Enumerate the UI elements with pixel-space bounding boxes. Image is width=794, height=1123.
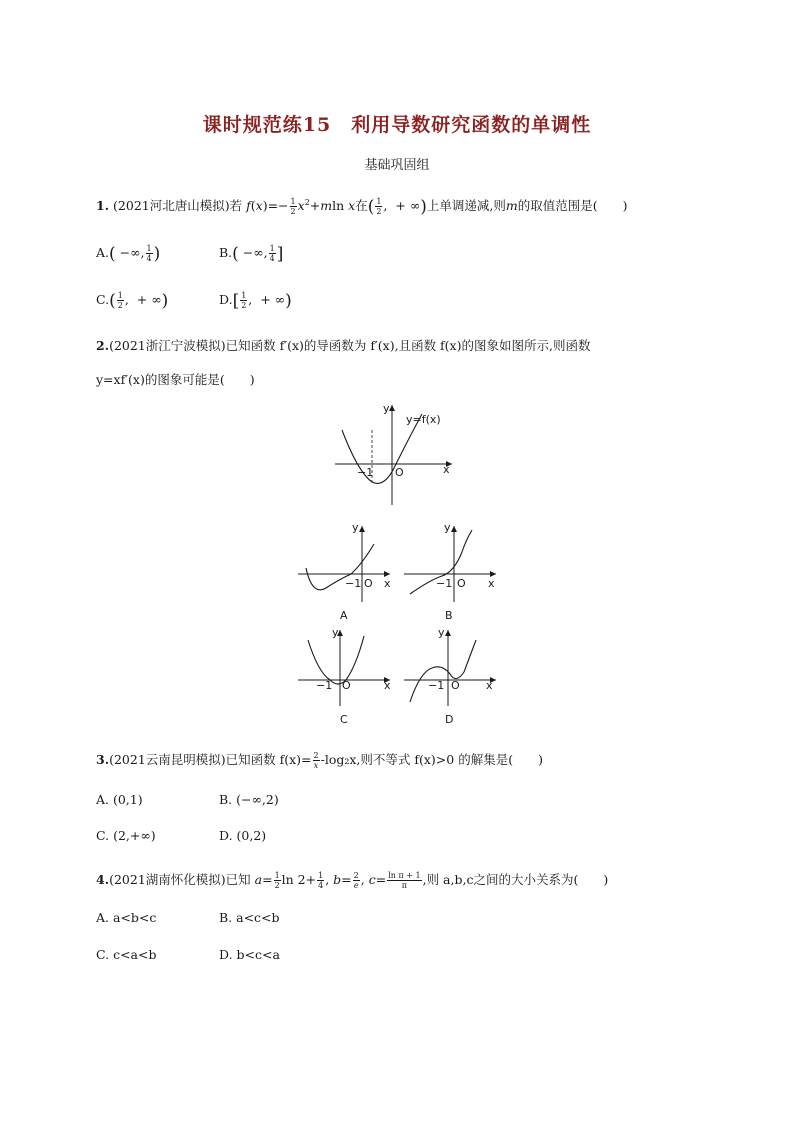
axis-label-y: y [383,402,390,415]
option-d[interactable]: D. (0,2) [219,828,267,843]
option-a[interactable]: A. a<b<c [96,910,157,925]
tick-label-neg1: −1 [357,466,374,479]
axis-label-x: x [443,463,450,476]
question-text: 上单调递减,则 [426,198,506,213]
option-b[interactable]: B. a<c<b [219,910,280,925]
axis-label-x: x [486,679,493,692]
question-2-line2: y=xf′(x)的图象可能是( ) [96,372,255,387]
graph-c[interactable] [296,626,394,708]
origin-label: O [395,466,404,479]
question-number: 2. [96,338,110,353]
option-d[interactable]: D.[ $\frac{1}{2}$ , + ∞) [219,291,292,311]
origin-label: O [342,679,351,692]
origin-label: O [457,577,466,590]
graph-d[interactable] [402,626,500,708]
axis-label-y: y [332,626,339,639]
question-4: 4.(2021湖南怀化模拟)已知 a= $\frac{1}{2}$ ln 2+ $\frac{1}{4}$ , b= $\frac{2}{e}$ , c= $\frac{\text{ln π + 1}}{\pi}$ ,则 a,b,c之间的大小关系为( ) [96,871,609,890]
question-number: 1. [96,198,110,213]
option-c[interactable]: C. c<a<b [96,947,157,962]
tick-label-neg1: −1 [436,577,453,590]
question-text: (2021浙江宁波模拟)已知函数 f′(x)的导函数为 f′(x),且函数 f(x)的图象如图所示,则函数 [109,338,591,353]
graph-a[interactable] [296,522,394,604]
curve-label: y=f(x) [406,413,441,426]
axis-label-y: y [444,521,451,534]
question-source: (2021河北唐山模拟)若 [113,198,243,213]
question-text: (2021云南昆明模拟)已知函数 f(x)= [109,752,312,767]
choice-label-d[interactable]: D [445,713,454,726]
tick-label-neg1: −1 [345,577,362,590]
tick-label-neg1: −1 [316,679,333,692]
origin-label: O [364,577,373,590]
page-title: 课时规范练15 利用导数研究函数的单调性 [202,114,592,136]
choice-label-a[interactable]: A [340,609,348,622]
axis-label-x: x [488,577,495,590]
option-label: C. [96,292,110,307]
axis-label-y: y [352,521,359,534]
graph-b[interactable] [402,522,500,604]
option-label: B. [219,245,233,260]
question-text-2: ,则 a,b,c之间的大小关系为( ) [422,872,609,887]
option-d[interactable]: D. b<c<a [219,947,280,962]
axis-label-x: x [384,577,391,590]
origin-label: O [451,679,460,692]
question-number: 3. [96,752,110,767]
question-2 [96,336,590,354]
option-c[interactable]: C.( $\frac{1}{2}$ , + ∞) [96,291,169,311]
option-b[interactable]: B.( −∞, $\frac{1}{4}$ ] [219,244,284,264]
question-text: (2021湖南怀化模拟)已知 [109,872,251,887]
option-c[interactable]: C. (2,+∞) [96,828,156,843]
question-1: 1. (2021河北唐山模拟)若 f(x)=− $\frac{1}{2}$ $x^2+mln$ x在( $\frac{1}{2}$ , + ∞)上单调递减,则m的取值范围是( ) [96,197,628,217]
question-text-2: -log₂x,则不等式 f(x)>0 的解集是( ) [320,752,543,767]
axis-label-x: x [384,679,391,692]
question-3: 3.(2021云南昆明模拟)已知函数 f(x)= $\frac{2}{x}$ -log₂x,则不等式 f(x)>0 的解集是( ) [96,751,543,770]
choice-label-b[interactable]: B [445,609,453,622]
option-a[interactable]: A.( −∞, $\frac{1}{4}$ ) [96,244,161,264]
axis-label-y: y [438,626,445,639]
question-number: 4. [96,872,110,887]
tick-label-neg1: −1 [428,679,445,692]
question-text-2: 的取值范围是( ) [517,198,628,213]
section-subtitle: 基础巩固组 [364,158,430,173]
option-label: D. [219,292,233,307]
option-a[interactable]: A. (0,1) [96,792,143,807]
choice-label-c[interactable]: C [340,713,348,726]
option-label: A. [96,245,110,260]
option-b[interactable]: B. (−∞,2) [219,792,279,807]
